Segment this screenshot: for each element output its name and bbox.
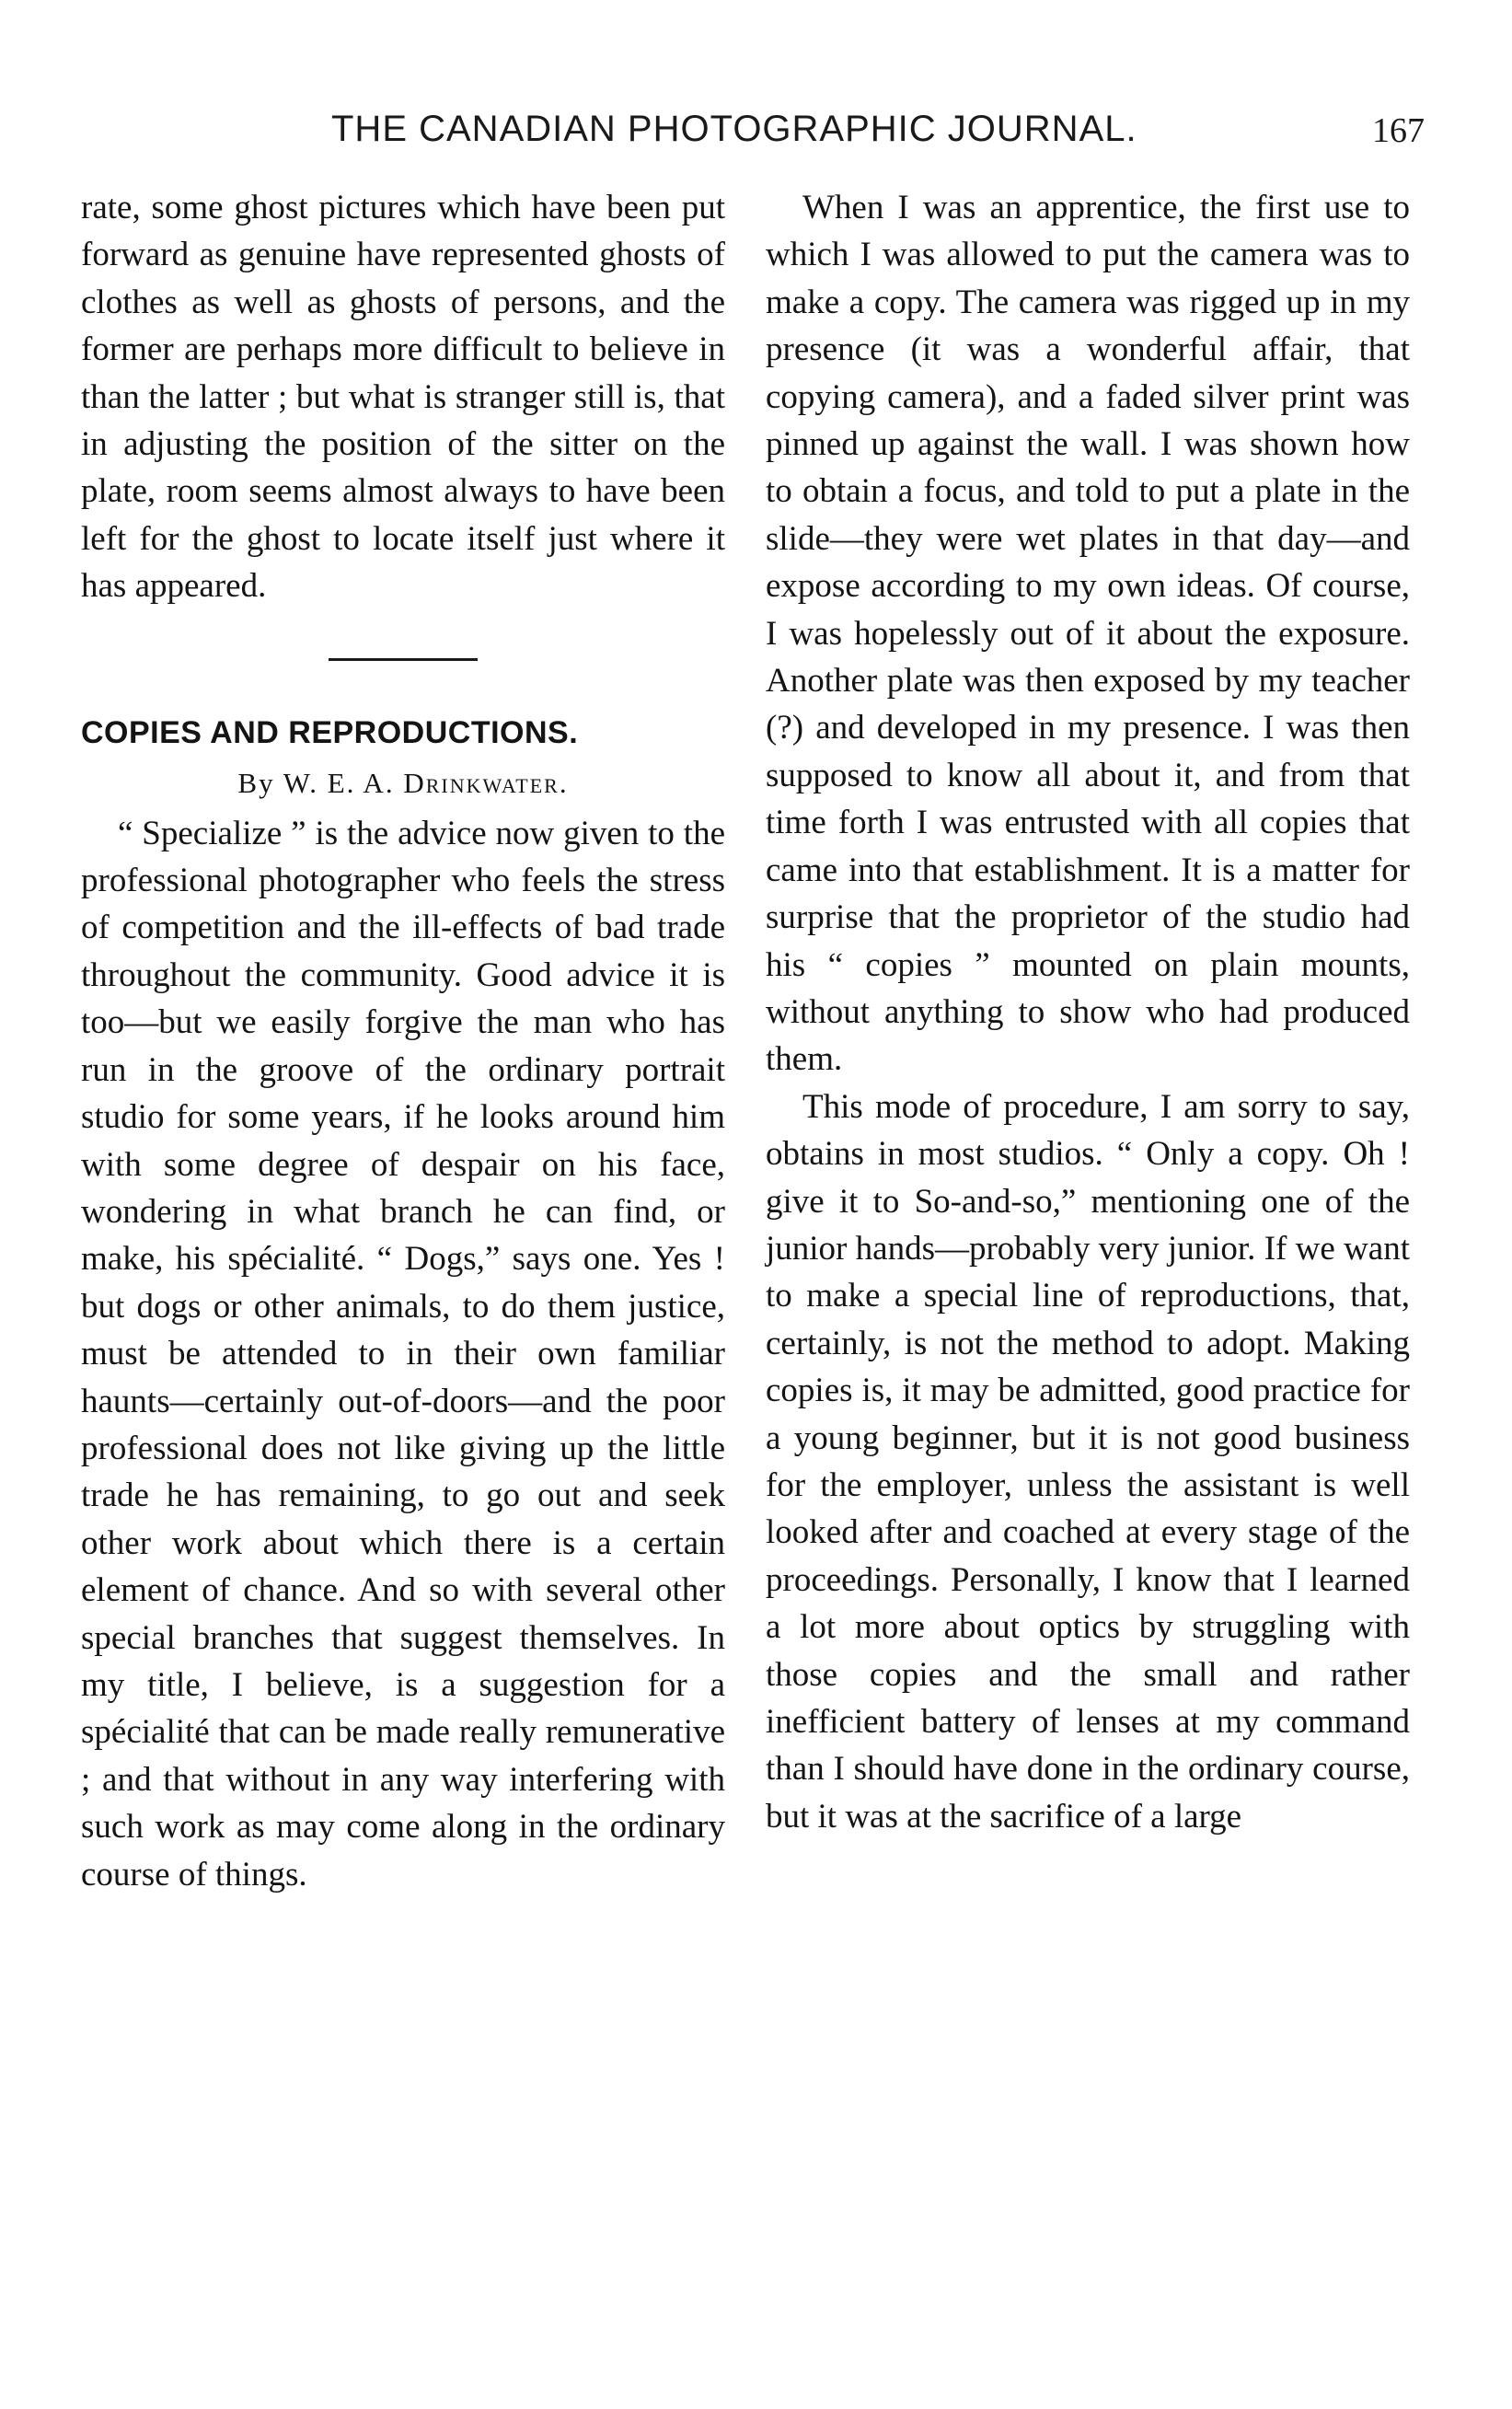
- section-divider: [329, 658, 478, 661]
- continued-paragraph: rate, some ghost pictures which have been put forward as genuine have represented ghosts of clothes as well as ghosts of persons, and the former are perhaps more difficult to believe in than the latter ; but what is stranger still is, that in adjusting the position of the sitter on the plate, room seems almost always to have been left for the ghost to locate itself just where it has appeared.: [81, 189, 725, 606]
- journal-title: THE CANADIAN PHOTOGRAPHIC JOURNAL.: [331, 109, 1137, 149]
- right-column: [766, 184, 1410, 1840]
- page-number: 167: [1372, 111, 1425, 150]
- author-name: Drinkwater.: [403, 766, 569, 799]
- article-paragraph: This mode of procedure, I am sorry to say, obtains in most studios. “ Only a copy. Oh ! give it to So-and-so,” mentioning one of the junior hands—probably very junior. If we want to make a special line of reproductions, that, certainly, is not the method to adopt. Making copies is, it may be admitted, good practice for a young beginner, but it is not good business for the employer, unless the assistant is well looked after and coached at every stage of the proceedings. Personally, I know that I learned a lot more about optics by struggling with those copies and the small and rather inefficient battery of lenses at my command than I should have done in the ordinary course, but it was at the sacrifice of a large: [766, 1087, 1410, 1836]
- article-paragraph: When I was an apprentice, the first use to which I was allowed to put the camera was to make a copy. The camera was rigged up in my presence (it was a wonderful affair, that copying camera), and a faded silver print was pinned up against the wall. I was shown how to obtain a focus, and told to put a plate in the slide—they were wet plates in that day—and expose according to my own ideas. Of course, I was hopelessly out of it about the exposure. Another plate was then exposed by my teacher (?) and developed in my presence. I was then supposed to know all about it, and from that time forth I was entrusted with all copies that came into that establishment. It is a matter for surprise that the proprietor of the studio had his “ copies ” mounted on plain mounts, without anything to show who had produced them.: [766, 189, 1410, 1079]
- article-paragraph: “ Specialize ” is the advice now given to the professional photographer who feels the stress of competition and the ill-effects of bad trade throughout the community. Good advice it is too—but we easily forgive the man who has run in the groove of the ordinary portrait studio for some years, if he looks around him with some degree of despair on his face, wondering in what branch he can find, or make, his spécialité. “ Dogs,” says one. Yes ! but dogs or other animals, to do them justice, must be attended to in their own familiar haunts—certainly out-of-doors—and the poor professional does not like giving up the little trade he has remaining, to go out and seek other work about which there is a certain element of chance. And so with several other special branches that suggest themselves. In my title, I believe, is a suggestion for a spécialité that can be made really remunerative ; and that without in any way interfering with such work as may come along in the ordinary course of things.: [81, 814, 725, 1894]
- page-header: [81, 109, 1425, 164]
- byline: [81, 760, 725, 806]
- byline-prefix: By W. E. A.: [237, 766, 395, 799]
- article-title: COPIES AND REPRODUCTIONS.: [81, 714, 579, 750]
- left-column: [81, 184, 725, 1898]
